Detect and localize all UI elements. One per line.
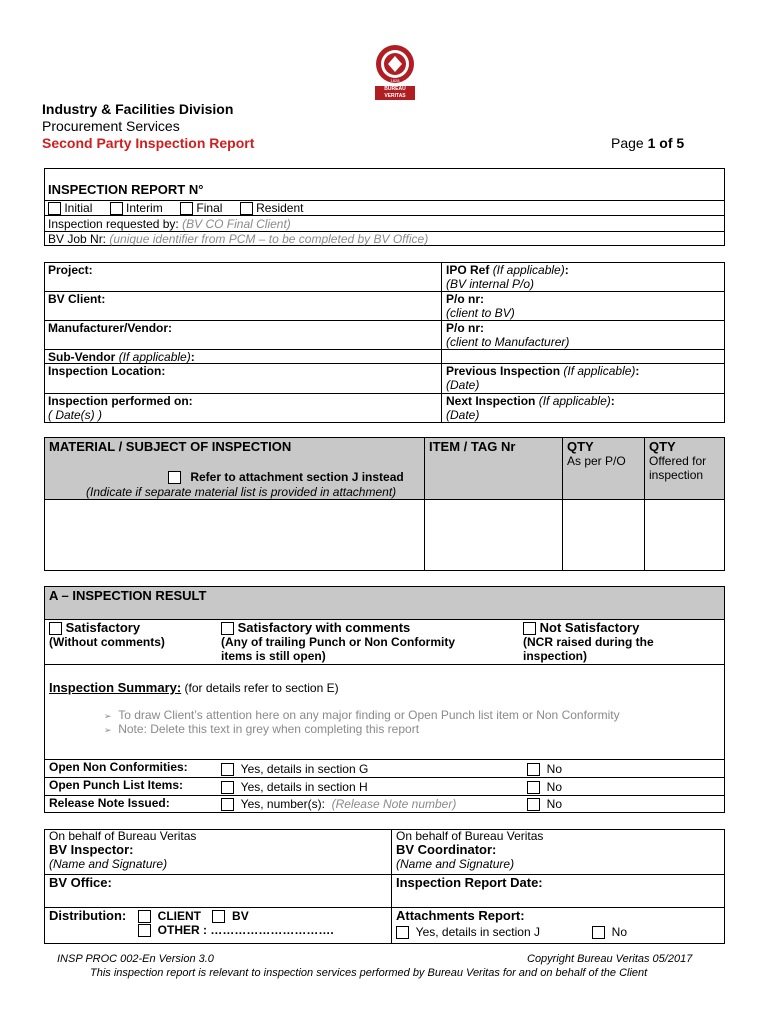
satisfactory-comments-option <box>221 621 455 663</box>
inspector-name-sig: (Name and Signature) <box>49 857 168 871</box>
open-nc-no: No <box>527 762 562 776</box>
open-punch-no-checkbox[interactable] <box>527 781 540 794</box>
attachments-no: No <box>592 925 627 939</box>
type-initial: Initial <box>64 201 93 215</box>
report-title: Second Party Inspection Report <box>42 135 255 151</box>
client-checkbox[interactable] <box>138 910 151 923</box>
logo-line2: VERITAS <box>384 93 406 99</box>
item-tag-header: ITEM / TAG Nr <box>429 439 516 454</box>
subvendor-hint: (If applicable) <box>118 350 191 364</box>
type-final: Final <box>196 201 223 215</box>
job-label: BV Job Nr: <box>48 232 107 246</box>
client-label: CLIENT <box>157 909 202 923</box>
other-checkbox[interactable] <box>138 924 151 937</box>
logo-year: 1828 <box>390 78 400 83</box>
attachments-no-checkbox[interactable] <box>592 926 605 939</box>
coordinator-name-sig: (Name and Signature) <box>396 857 515 871</box>
open-punch-no: No <box>527 780 562 794</box>
footer-note: This inspection report is relevant to inspection services performed by Bureau Veritas for and on behalf of the Client <box>90 967 648 979</box>
satisfactory-comments-sub2: items is still open) <box>221 649 326 664</box>
location-label: Inspection Location: <box>48 364 166 378</box>
subvendor-row: Sub-Vendor (If applicable): <box>48 350 195 364</box>
attachments-yes: Yes, details in section J <box>396 925 540 939</box>
qty-po-header <box>567 440 626 468</box>
po1-sub: (client to BV) <box>446 306 515 320</box>
satisfactory-comments-sub1: (Any of trailing Punch or Non Conformity <box>221 635 455 650</box>
refer-attachment-row <box>168 470 404 484</box>
next-inspection-row: Next Inspection (If applicable): (Date) <box>446 394 615 422</box>
attachments-label: Attachments Report: <box>396 908 525 923</box>
other-label: OTHER : …………………………. <box>157 923 334 937</box>
release-note-no-checkbox[interactable] <box>527 798 540 811</box>
summary-hint: (for details refer to section E) <box>184 681 339 695</box>
service-title: Procurement Services <box>42 118 180 134</box>
not-satisfactory-sub1: (NCR raised during the <box>523 635 654 650</box>
bv-client-label: BV Client: <box>48 292 106 306</box>
ipo-label: IPO Ref <box>446 263 490 277</box>
inspector-behalf: On behalf of Bureau Veritas <box>49 829 197 843</box>
ipo-sub: (BV internal P/o) <box>446 277 535 291</box>
ipo-hint: (If applicable) <box>492 263 565 277</box>
job-number-row <box>48 232 428 246</box>
next-label: Next Inspection <box>446 394 536 408</box>
qty1-label: QTY <box>567 439 594 454</box>
resident-checkbox[interactable] <box>240 202 253 215</box>
po-manufacturer-row <box>446 321 569 349</box>
release-note-label: Release Note Issued: <box>49 796 170 810</box>
release-note-yes: Yes, number(s): (Release Note number) <box>221 797 456 811</box>
open-nc-label: Open Non Conformities: <box>49 760 188 774</box>
bureau-veritas-logo <box>370 42 420 102</box>
bv-office-label: BV Office: <box>49 875 112 890</box>
footer-copyright: Copyright Bureau Veritas 05/2017 <box>527 953 693 965</box>
coordinator-label: BV Coordinator: <box>396 842 497 857</box>
satisfactory-sub: (Without comments) <box>49 635 165 650</box>
final-checkbox[interactable] <box>180 202 193 215</box>
indicate-note: (Indicate if separate material list is provided in attachment) <box>86 485 397 499</box>
open-punch-yes: Yes, details in section H <box>221 780 368 794</box>
summary-bullet-1: ➢ To draw Client’s attention here on any major finding or Open Punch list item or Non Conformity <box>104 708 620 722</box>
inspector-block <box>49 830 196 871</box>
performed-row <box>48 394 193 422</box>
summary-row <box>49 681 339 695</box>
release-note-no: No <box>527 797 562 811</box>
report-date-label: Inspection Report Date: <box>396 875 543 890</box>
summary-bullet-2: ➢ Note: Delete this text in grey when completing this report <box>104 722 420 736</box>
qty-offered-header <box>649 440 706 482</box>
bv-label: BV <box>232 909 249 923</box>
performed-label: Inspection performed on: <box>48 394 193 408</box>
satisfactory-comments-label: Satisfactory with comments <box>237 620 411 635</box>
subvendor-label: Sub-Vendor <box>48 350 116 364</box>
next-hint: (If applicable) <box>538 394 611 408</box>
prev-sub: (Date) <box>446 378 480 392</box>
project-label: Project: <box>48 263 93 277</box>
material-title: MATERIAL / SUBJECT OF INSPECTION <box>49 439 292 454</box>
division-title: Industry & Facilities Division <box>42 101 234 117</box>
report-type-row <box>48 201 304 215</box>
page-value: 1 of 5 <box>647 135 685 151</box>
not-satisfactory-sub2: inspection) <box>523 649 588 664</box>
other-row <box>138 923 334 937</box>
satisfactory-option <box>49 621 165 649</box>
qty1-sub: As per P/O <box>567 454 626 468</box>
satisfactory-checkbox[interactable] <box>49 622 62 635</box>
type-resident: Resident <box>256 201 304 215</box>
qty2-label: QTY <box>649 439 676 454</box>
refer-attachment-label: Refer to attachment section J instead <box>190 470 404 484</box>
qty2-sub1: Offered for <box>649 454 707 468</box>
logo-line1: BUREAU <box>384 86 406 92</box>
requested-by-row <box>48 217 291 231</box>
open-punch-label: Open Punch List Items: <box>49 778 184 792</box>
not-satisfactory-label: Not Satisfactory <box>539 620 640 635</box>
po2-sub: (client to Manufacturer) <box>446 335 570 349</box>
qty2-sub2: inspection <box>649 468 704 482</box>
release-note-yes-checkbox[interactable] <box>221 798 234 811</box>
coordinator-behalf: On behalf of Bureau Veritas <box>396 829 544 843</box>
page-number <box>611 135 684 151</box>
satisfactory-comments-checkbox[interactable] <box>221 622 234 635</box>
initial-checkbox[interactable] <box>48 202 61 215</box>
job-hint: (unique identifier from PCM – to be completed by BV Office) <box>109 232 429 246</box>
attachments-yes-checkbox[interactable] <box>396 926 409 939</box>
refer-attachment-checkbox[interactable] <box>168 471 181 484</box>
prev-label: Previous Inspection <box>446 364 561 378</box>
open-nc-yes: Yes, details in section G <box>221 762 368 776</box>
satisfactory-label: Satisfactory <box>65 620 141 635</box>
not-satisfactory-checkbox[interactable] <box>523 622 536 635</box>
distribution-label: Distribution: <box>49 908 127 923</box>
coordinator-block <box>396 830 543 871</box>
bv-checkbox[interactable] <box>212 910 225 923</box>
manufacturer-label: Manufacturer/Vendor: <box>48 321 173 335</box>
page-label: Page <box>611 135 644 151</box>
next-sub: (Date) <box>446 408 480 422</box>
requested-by-label: Inspection requested by: <box>48 217 179 231</box>
type-interim: Interim <box>126 201 163 215</box>
open-nc-no-checkbox[interactable] <box>527 763 540 776</box>
open-nc-yes-checkbox[interactable] <box>221 763 234 776</box>
previous-inspection-row: Previous Inspection (If applicable): (Date) <box>446 364 640 392</box>
footer-doc-version: INSP PROC 002-En Version 3.0 <box>57 953 214 965</box>
inspector-label: BV Inspector: <box>49 842 134 857</box>
po1-label: P/o nr: <box>446 292 484 306</box>
summary-label: Inspection Summary: <box>49 680 182 695</box>
result-title: A – INSPECTION RESULT <box>49 588 207 603</box>
report-number-title: INSPECTION REPORT N° <box>48 182 204 197</box>
po-client-row <box>446 292 515 320</box>
performed-hint: ( Date(s) ) <box>48 408 102 422</box>
open-punch-yes-checkbox[interactable] <box>221 781 234 794</box>
distribution-options <box>138 909 249 923</box>
interim-checkbox[interactable] <box>110 202 123 215</box>
prev-hint: (If applicable) <box>563 364 636 378</box>
requested-by-hint: (BV CO Final Client) <box>182 217 291 231</box>
po2-label: P/o nr: <box>446 321 484 335</box>
not-satisfactory-option <box>523 621 654 663</box>
ipo-row: IPO Ref (If applicable): (BV internal P/o) <box>446 263 569 291</box>
